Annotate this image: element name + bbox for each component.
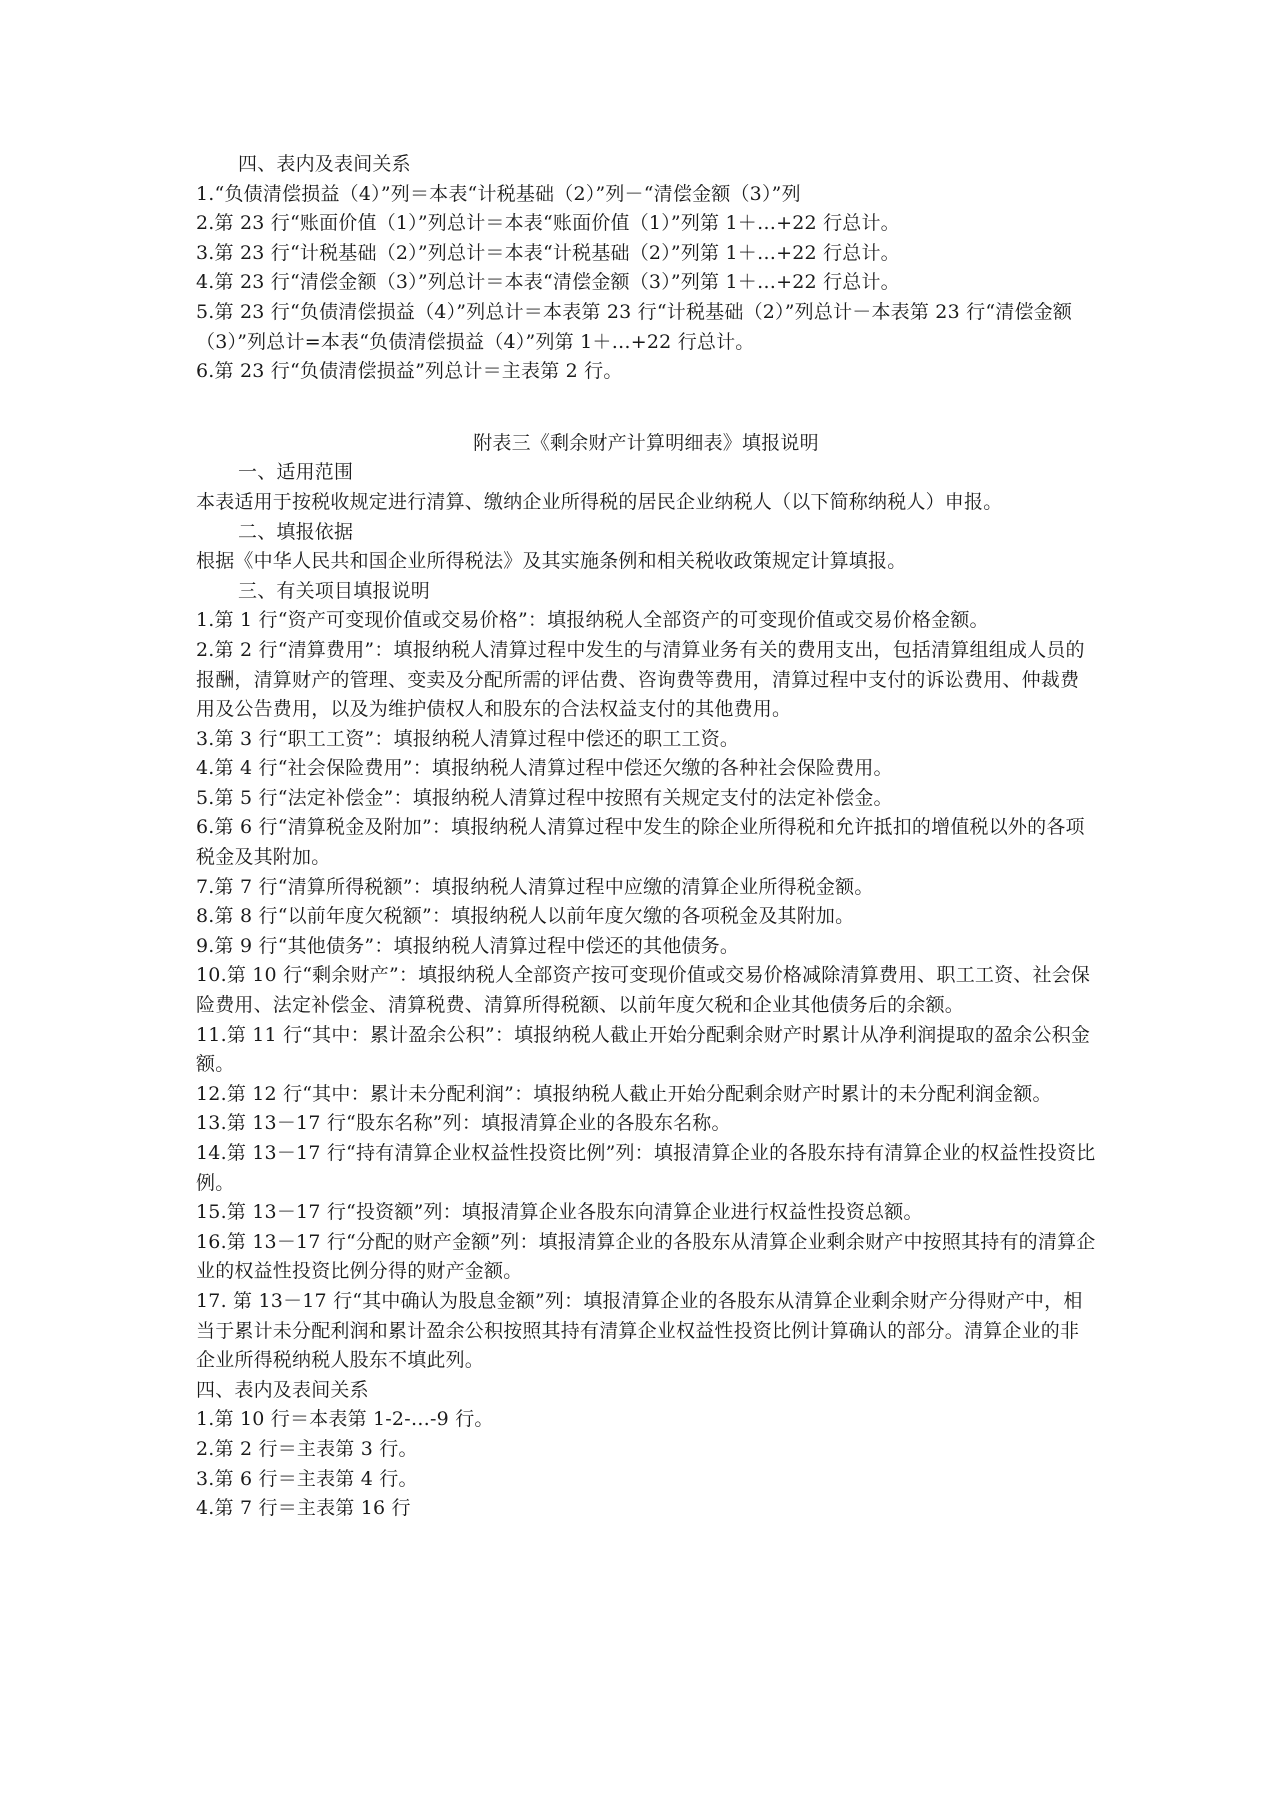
item-11: 11.第 11 行“其中：累计盈余公积”：填报纳税人截止开始分配剩余财产时累计从净利润提取的盈余公积金额。 [196,1023,1091,1076]
relation-item-5: 5.第 23 行“负债清偿损益（4）”列总计＝本表第 23 行“计税基础（2）”列总计－本表第 23 行“清偿金额（3）”列总计=本表“负债清偿损益（4）”列第 1＋…+22 行总计。 [196,300,1073,353]
relation2-item-2: 2.第 2 行＝主表第 3 行。 [196,1437,418,1460]
item-10: 10.第 10 行“剩余财产”：填报纳税人全部资产按可变现价值或交易价格减除清算费用、职工工资、社会保险费用、法定补偿金、清算税费、清算所得税额、以前年度欠税和企业其他债务后的余额。 [196,964,1091,1017]
item-17: 17. 第 13－17 行“其中确认为股息金额”列：填报清算企业的各股东从清算企业剩余财产分得财产中，相当于累计未分配利润和累计盈余公积按照其持有清算企业权益性投资比例计算确认的部分。清算企业的非企业所得税纳税人股东不填此列。 [196,1289,1083,1372]
item-4: 4.第 4 行“社会保险费用”：填报纳税人清算过程中偿还欠缴的各种社会保险费用。 [196,757,893,780]
basis-text: 根据《中华人民共和国企业所得税法》及其实施条例和相关税收政策规定计算填报。 [196,550,907,573]
item-14: 14.第 13－17 行“持有清算企业权益性投资比例”列：填报清算企业的各股东持有清算企业的权益性投资比例。 [196,1142,1096,1194]
scope-text: 本表适用于按税收规定进行清算、缴纳企业所得税的居民企业纳税人（以下简称纳税人）申报。 [196,490,1003,513]
item-5: 5.第 5 行“法定补偿金”：填报纳税人清算过程中按照有关规定支付的法定补偿金。 [196,786,893,809]
document-page [196,150,1096,1524]
item-1: 1.第 1 行“资产可变现价值或交易价格”：填报纳税人全部资产的可变现价值或交易价格金额。 [196,609,989,632]
item-7: 7.第 7 行“清算所得税额”：填报纳税人清算过程中应缴的清算企业所得税金额。 [196,875,874,898]
item-3: 3.第 3 行“职工工资”：填报纳税人清算过程中偿还的职工工资。 [196,727,740,750]
item-9: 9.第 9 行“其他债务”：填报纳税人清算过程中偿还的其他债务。 [196,934,740,957]
item-8: 8.第 8 行“以前年度欠税额”：填报纳税人以前年度欠缴的各项税金及其附加。 [196,905,855,928]
relation-item-4: 4.第 23 行“清偿金额（3）”列总计＝本表“清偿金额（3）”列第 1＋…+22 行总计。 [196,271,900,294]
item-16: 16.第 13－17 行“分配的财产金额”列：填报清算企业的各股东从清算企业剩余财产中按照其持有的清算企业的权益性投资比例分得的财产金额。 [196,1230,1096,1283]
item-12: 12.第 12 行“其中：累计未分配利润”：填报纳税人截止开始分配剩余财产时累计的未分配利润金额。 [196,1082,1052,1105]
relation2-item-3: 3.第 6 行＝主表第 4 行。 [196,1467,418,1490]
relation-item-1: 1.“负债清偿损益（4）”列＝本表“计税基础（2）”列－“清偿金额（3）”列 [196,182,801,205]
item-2: 2.第 2 行“清算费用”：填报纳税人清算过程中发生的与清算业务有关的费用支出，包括清算组组成人员的报酬，清算财产的管理、变卖及分配所需的评估费、咨询费等费用，清算过程中支付的诉讼费用、仲裁费用及公告费用，以及为维护债权人和股东的合法权益支付的其他费用。 [196,638,1085,721]
section-heading-relations: 四、表内及表间关系 [238,153,411,175]
relation-item-2: 2.第 23 行“账面价值（1）”列总计＝本表“账面价值（1）”列第 1＋…+22 行总计。 [196,212,900,235]
item-15: 15.第 13－17 行“投资额”列：填报清算企业各股东向清算企业进行权益性投资总额。 [196,1201,923,1224]
section-heading-basis: 二、填报依据 [238,520,354,543]
item-6: 6.第 6 行“清算税金及附加”：填报纳税人清算过程中发生的除企业所得税和允许抵扣的增值税以外的各项税金及其附加。 [196,816,1085,869]
section-heading-relations-2: 四、表内及表间关系 [196,1378,369,1401]
relation2-item-4: 4.第 7 行＝主表第 16 行 [196,1497,411,1520]
relation2-item-1: 1.第 10 行＝本表第 1-2-…-9 行。 [196,1408,494,1431]
section-heading-items: 三、有关项目填报说明 [238,579,431,602]
section-heading-scope: 一、适用范围 [238,461,354,484]
item-13: 13.第 13－17 行“股东名称”列：填报清算企业的各股东名称。 [196,1112,731,1135]
relation-item-3: 3.第 23 行“计税基础（2）”列总计＝本表“计税基础（2）”列第 1＋…+22 行总计。 [196,241,900,264]
relation-item-6: 6.第 23 行“负债清偿损益”列总计＝主表第 2 行。 [196,360,623,383]
page-title: 附表三《剩余财产计算明细表》填报说明 [473,431,819,454]
